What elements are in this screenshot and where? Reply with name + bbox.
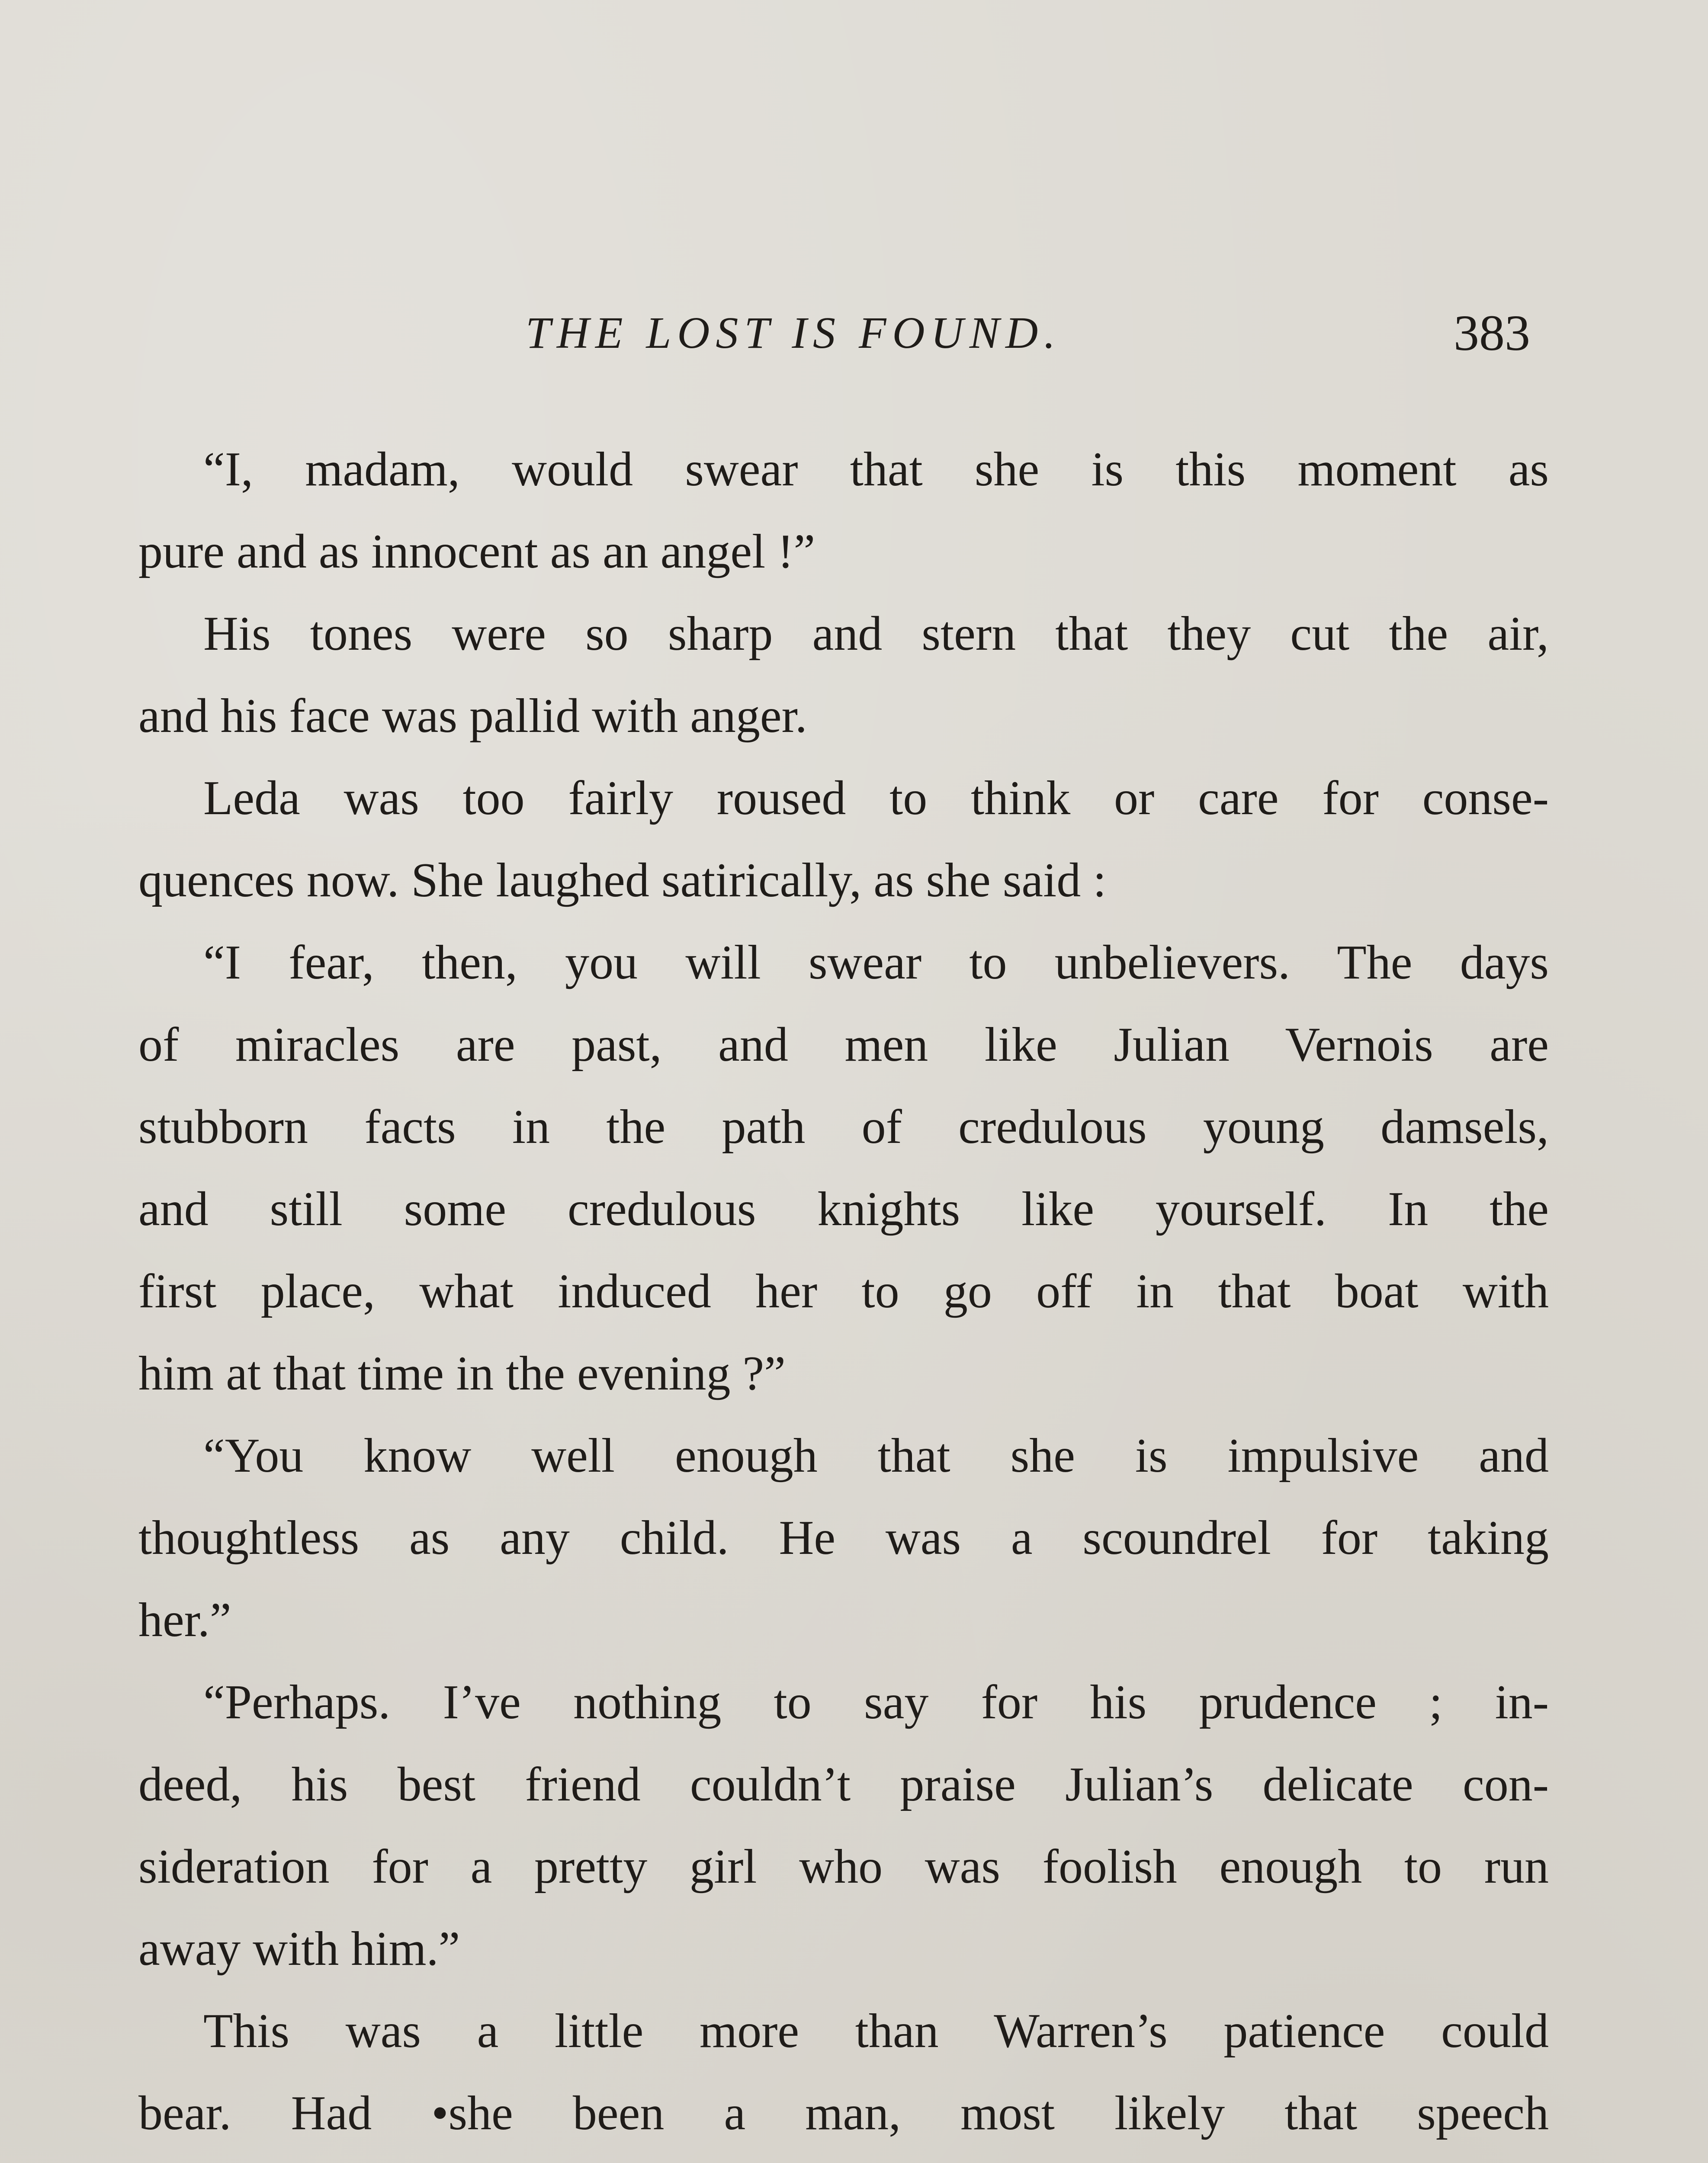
text-line-6: quences now. She laughed satirically, as she said :: [138, 854, 1107, 907]
text-line-18: sideration for a pretty girl who was foolish enough to run: [138, 1840, 1549, 1893]
text-line-3: His tones were so sharp and stern that they cut the air,: [203, 607, 1549, 661]
body-text: [138, 428, 1549, 2163]
text-line-15: her.”: [138, 1593, 231, 1647]
text-line-5: Leda was too fairly roused to think or care for conse-: [203, 771, 1549, 825]
running-head: [0, 303, 1708, 363]
text-line-17: deed, his best friend couldn’t praise Julian’s delicate con-: [138, 1758, 1549, 1811]
text-line-13: “You know well enough that she is impulsive and: [203, 1429, 1549, 1483]
text-line-8: of miracles are past, and men like Julian Vernois are: [138, 1018, 1549, 1072]
text-line-20: This was a little more than Warren’s patience could: [203, 2004, 1549, 2058]
page-number: 383: [1454, 305, 1530, 361]
text-line-4: and his face was pallid with anger.: [138, 689, 807, 743]
text-line-14: thoughtless as any child. He was a scoundrel for taking: [138, 1511, 1549, 1565]
text-line-7: “I fear, then, you will swear to unbelievers. The days: [203, 936, 1549, 989]
text-line-11: first place, what induced her to go off in that boat with: [138, 1264, 1549, 1318]
text-line-10: and still some credulous knights like yourself. In the: [138, 1182, 1549, 1236]
text-line-1: “I, madam, would swear that she is this moment as: [203, 443, 1549, 496]
text-line-2: pure and as innocent as an angel !”: [138, 525, 815, 578]
text-line-21: bear. Had •she been a man, most likely that speech: [138, 2086, 1549, 2140]
text-line-19: away with him.”: [138, 1922, 460, 1976]
text-line-12: him at that time in the evening ?”: [138, 1347, 786, 1400]
text-line-9: stubborn facts in the path of credulous young damsels,: [138, 1100, 1549, 1154]
text-line-16: “Perhaps. I’ve nothing to say for his prudence ; in-: [203, 1675, 1549, 1729]
running-title: THE LOST IS FOUND.: [526, 308, 1062, 358]
text-line-22: [138, 2154, 1549, 2163]
